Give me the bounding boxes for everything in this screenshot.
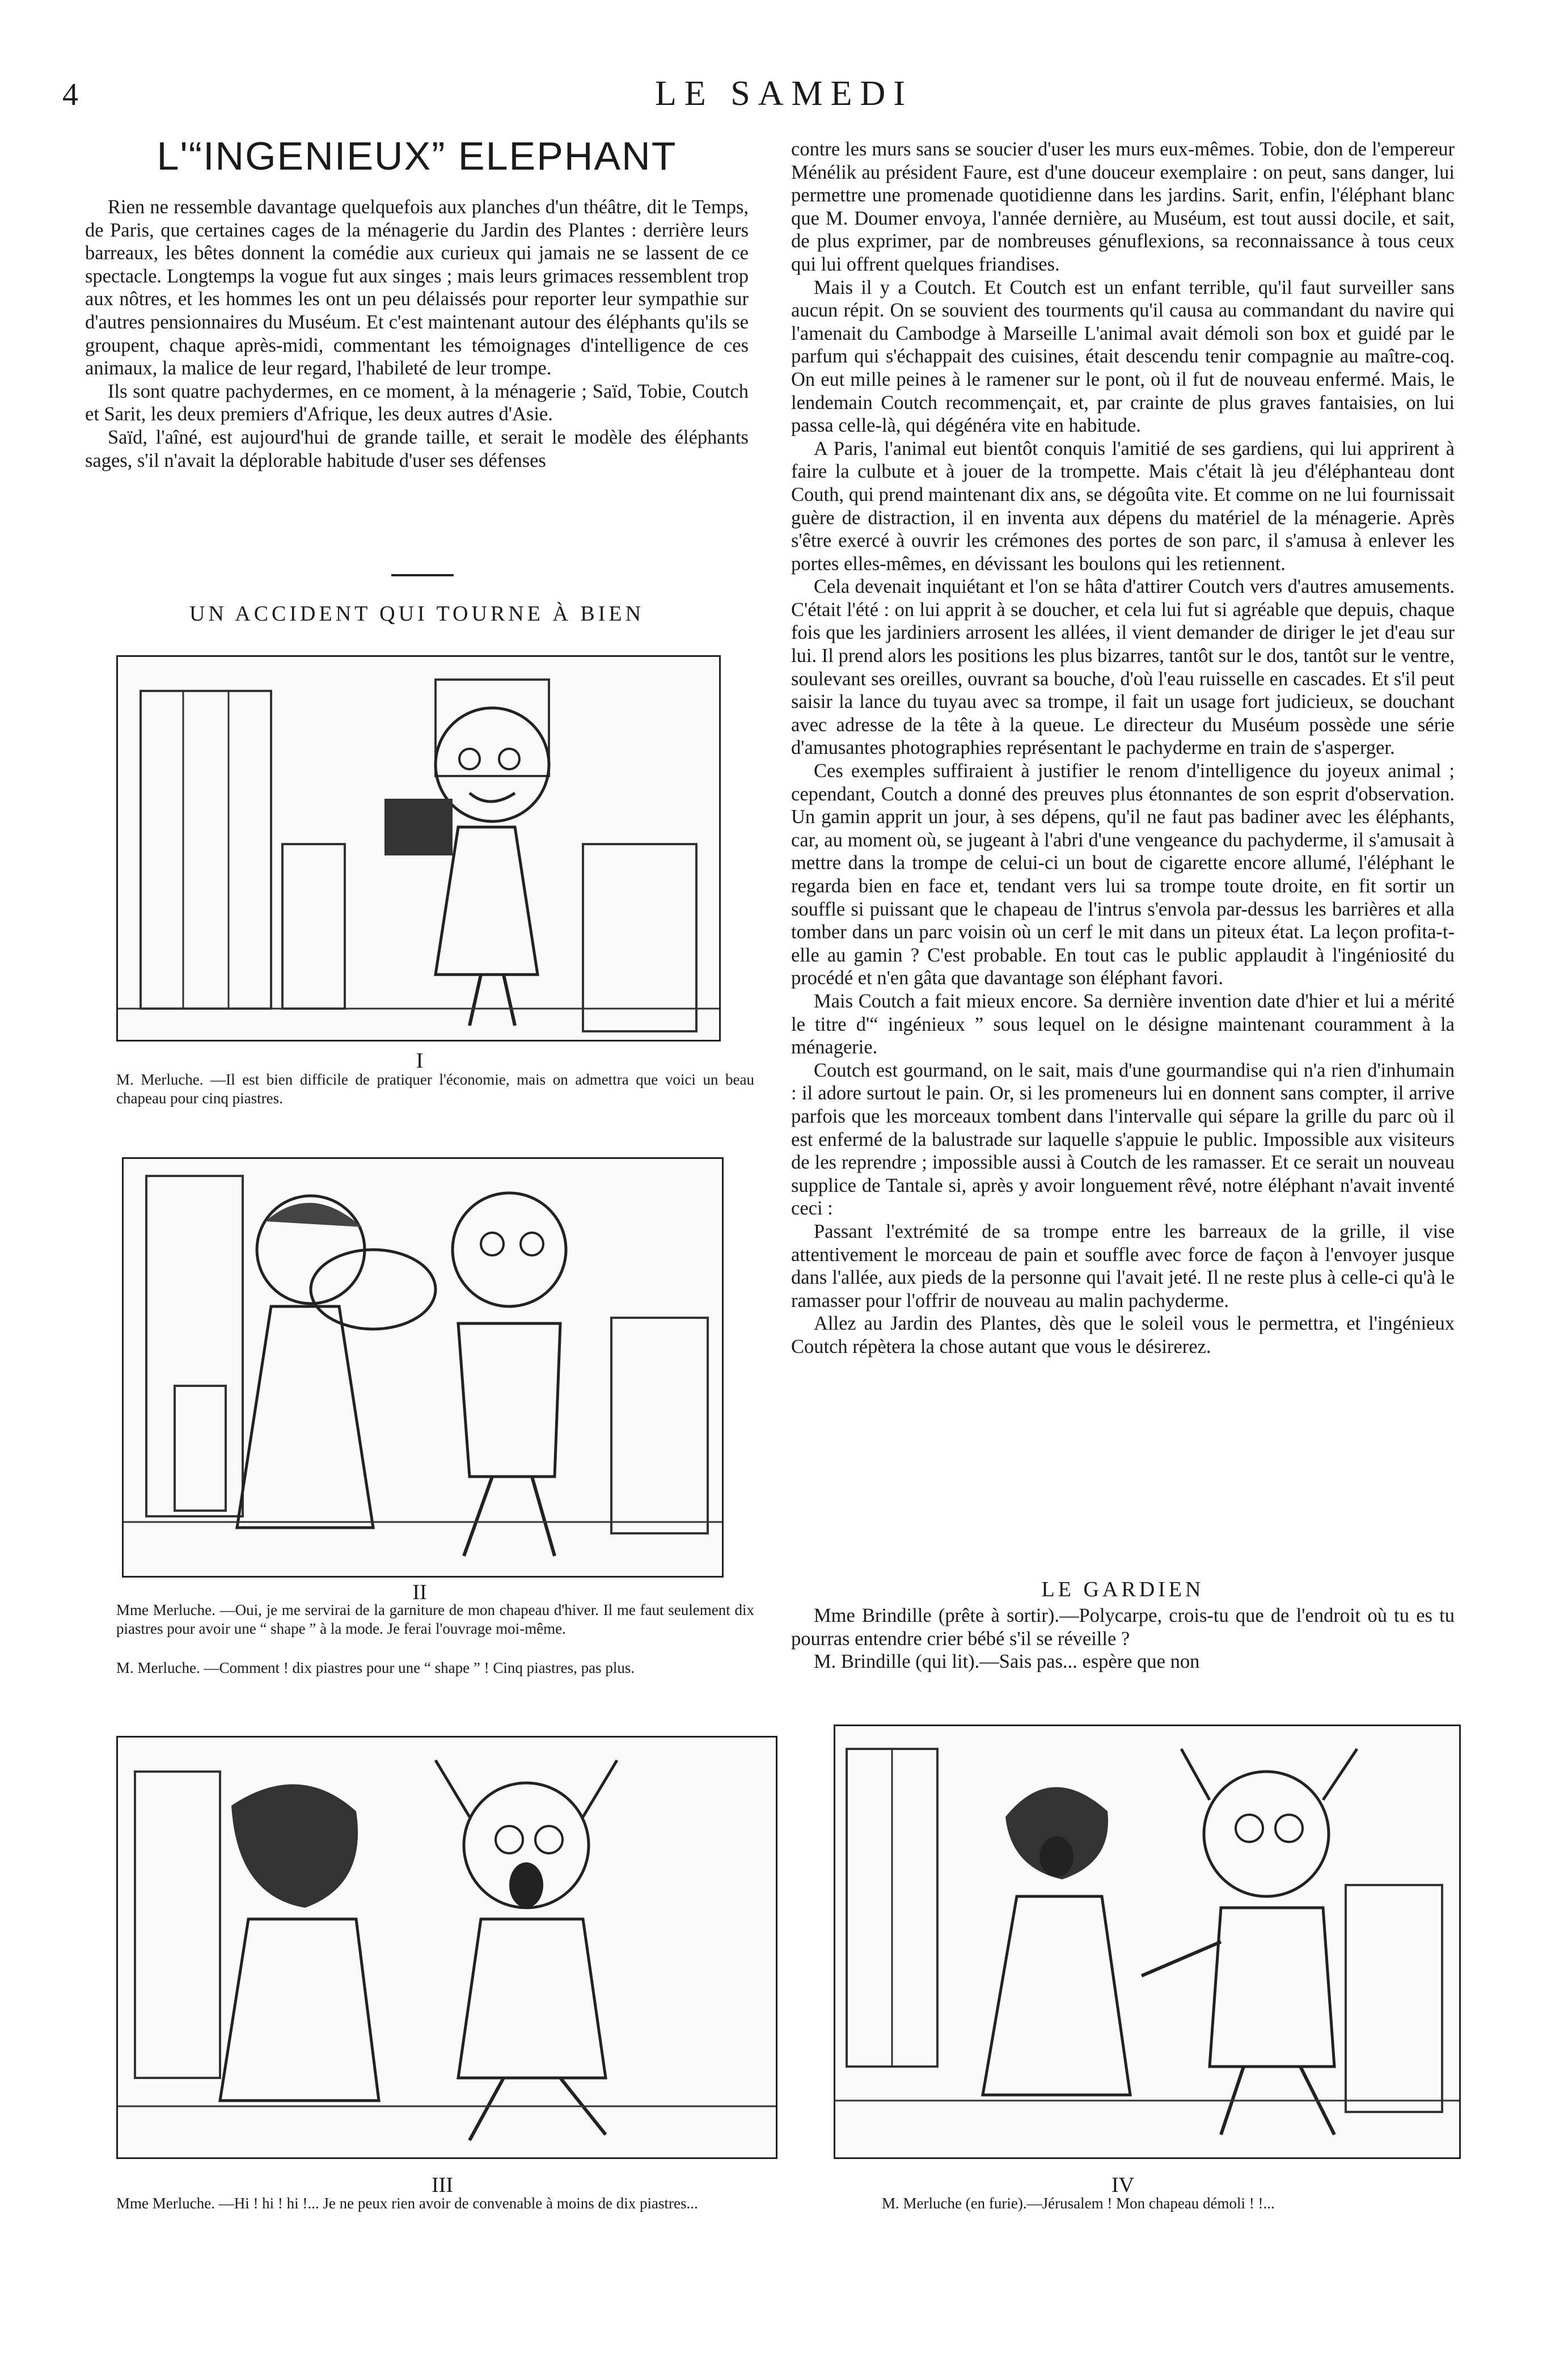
panel-caption: M. Merluche. —Il est bien difficile de pratiquer l'économie, mais on admettra que voici un beau chapeau pour cinq piastres. bbox=[116, 1071, 754, 1107]
article-paragraph: contre les murs sans se soucier d'user les murs eux-mêmes. Tobie, don de l'empereur Ménélik au président Faure, est d'une douceur exemplaire : on peut, sans danger, lui permettre une promenade quotidienne dans les jardins. Sarit, enfin, l'éléphant blanc que M. Doumer envoya, l'année dernière, au Muséum, est tout aussi docile, et sait, de plus exprimer, par de nombreuses génuflexions, sa reconnaissance à tous ceux qui lui offrent quelques friandises. bbox=[791, 138, 1455, 275]
gardien-line: M. Brindille (qui lit).—Sais pas... espère que non bbox=[814, 1651, 1200, 1673]
article-paragraph: Mais il y a Coutch. Et Coutch est un enfant terrible, qu'il faut surveiller sans aucun répit. On se souvient des tourments qu'il causa au commandant du navire qui l'amenait du Cambodge à Marseille L'animal avait démoli son box et guidé par le parfum qui s'échappait des cuisines, était descendu tenir compagnie au maître-coq. On eut mille peines à le ramener sur le pont, où il fut de nouveau enfermé. Mais, le lendemain Coutch recommençait, et, par crainte de plus graves fantaisies, on lui passa celle-là, qui dégénéra vite en habitude. bbox=[791, 276, 1455, 437]
panel-numeral: IV bbox=[1111, 2173, 1135, 2197]
article-paragraph: Mais Coutch a fait mieux encore. Sa dernière invention date d'hier et lui a mérité le titre d'“ ingénieux ” sous lequel on le désigne maintenant couramment à la ménagerie. bbox=[791, 990, 1455, 1059]
article-paragraph: Ces exemples suffiraient à justifier le renom d'intelligence du joyeux animal ; cependant, Coutch a donné des preuves plus étonnantes de son esprit d'observation. Un gamin apprit un jour, à ses dépens, qu'il ne faut pas badiner avec les éléphants, car, au moment où, se jugeant à l'abri d'une vengeance du pachyderme, il s'amusait à mettre dans la trompe de celui-ci un bout de cigarette encore allumé, l'éléphant le regarda bien en face et, tendant vers lui sa trompe toute droite, en fit sortir un souffle si puissant que le chapeau de l'intrus s'envola par-dessus les barrières et alla tomber dans un parc voisin où un cerf le mit dans un piteux état. La leçon profita-t-elle au gamin ? C'est probable. En tout cas le public applaudit à l'ingéniosité du procédé et n'en gâta que davantage son éléphant favori. bbox=[791, 760, 1455, 989]
page-number: 4 bbox=[62, 77, 78, 112]
panel-caption: M. Merluche (en furie).—Jérusalem ! Mon chapeau démoli ! !... bbox=[882, 2195, 1275, 2212]
article-right-column bbox=[791, 138, 1455, 1358]
panel-caption: M. Merluche. —Comment ! dix piastres pour une “ shape ” ! Cinq piastres, pas plus. bbox=[116, 1659, 635, 1676]
gardien-dialogue bbox=[791, 1604, 1455, 1673]
article-paragraph: Saïd, l'aîné, est aujourd'hui de grande taille, et serait le modèle des éléphants sages, s'il n'avait la déplorable habitude d'user ses défenses bbox=[85, 426, 749, 471]
article-paragraph: A Paris, l'animal eut bientôt conquis l'amitié de ses gardiens, qui lui apprirent à faire la culbute et à jouer de la trompette. Mais c'était là jeu d'éléphanteau dont Couth, qui prend maintenant dix ans, se dégoûta vite. Et comme on ne lui fournissait guère de distraction, il en inventa aux dépens du matériel de la ménagerie. Après s'être exercé à ouvrir les crémones des portes de son parc, il s'amusa à enlever les portes elles-mêmes, en dévissant les boulons qui les retiennent. bbox=[791, 437, 1455, 575]
gardien-line: Mme Brindille (prête à sortir).—Polycarpe, crois-tu que de l'endroit où tu es tu pourras entendre crier bébé s'il se réveille ? bbox=[791, 1605, 1455, 1650]
comic-panel-2-illustration bbox=[122, 1157, 724, 1578]
article-paragraph: Coutch est gourmand, on le sait, mais d'une gourmandise qui n'a rien d'inhumain : il adore surtout le pain. Or, si les promeneurs lui en donnent sans compter, il arrive parfois que les morceaux tombent dans l'intervalle qui sépare la grille du parc où il est enfermé de la balustrade sur laquelle s'appuie le public. Impossible aux visiteurs de les reprendre ; impossible aussi à Coutch de les ramasser. Et ce serait un nouveau supplice de Tantale si, après y avoir longuement rêvé, notre éléphant n'avait inventé ceci : bbox=[791, 1059, 1455, 1220]
panel-numeral: III bbox=[432, 2173, 453, 2197]
article-title: L'“INGENIEUX” ELEPHANT bbox=[157, 134, 677, 178]
article-paragraph: Cela devenait inquiétant et l'on se hâta d'attirer Coutch vers d'autres amusements. C'était l'été : on lui apprit à se doucher, et cela lui fut si agréable que depuis, chaque fois que les jardiniers arrosent les allées, il vient demander de diriger le jet d'eau sur lui. Il prend alors les positions les plus bizarres, tantôt sur le dos, tantôt sur le ventre, soulevant ses oreilles, ouvrant sa bouche, d'où l'eau ruisselle en cascades. Et s'il peut saisir la lance du tuyau avec sa trompe, il fait un usage fort judicieux, se douchant avec adresse de la tête à la queue. Le directeur du Muséum possède une série d'amusantes photographies représentant le pachyderme en train de s'asperger. bbox=[791, 576, 1455, 759]
panel-caption: Mme Merluche. —Hi ! hi ! hi !... Je ne peux rien avoir de convenable à moins de dix piastres... bbox=[116, 2195, 698, 2212]
article-left-column bbox=[85, 196, 749, 472]
masthead: LE SAMEDI bbox=[655, 74, 913, 113]
comic-title: UN ACCIDENT QUI TOURNE À BIEN bbox=[189, 602, 645, 626]
article-paragraph: Rien ne ressemble davantage quelquefois aux planches d'un théâtre, dit le Temps, de Paris, que certaines cages de la ménagerie du Jardin des Plantes : derrière leurs barreaux, les bêtes donnent la comédie aux curieux qui jamais ne se lassent de ce spectacle. Longtemps la vogue fut aux singes ; mais leurs grimaces ressemblent trop aux nôtres, et les hommes les ont un peu délaissés pour reporter leur sympathie sur d'autres pensionnaires du Muséum. Et c'est maintenant autour des éléphants qu'ils se groupent, chaque après-midi, commentant les témoignages d'intelligence de ces animaux, la malice de leur regard, l'habileté de leur trompe. bbox=[85, 196, 749, 380]
article-paragraph: Allez au Jardin des Plantes, dès que le soleil vous le permettra, et l'ingénieux Coutch répètera la chose autant que vous le désirerez. bbox=[791, 1313, 1455, 1357]
section-divider bbox=[391, 574, 454, 576]
comic-panel-4-illustration bbox=[834, 1724, 1461, 2159]
panel-numeral: II bbox=[412, 1580, 427, 1604]
article-paragraph: Passant l'extrémité de sa trompe entre les barreaux de la grille, il vise attentivement le morceau de pain et souffle avec force de façon à l'envoyer jusque dans l'allée, aux pieds de la personne qui l'avait jeté. Il ne reste plus à celle-ci qu'à le ramasser pour l'offrir de nouveau au malin pachyderme. bbox=[791, 1220, 1455, 1312]
gardien-title: LE GARDIEN bbox=[1041, 1578, 1204, 1601]
article-paragraph: Ils sont quatre pachydermes, en ce moment, à la ménagerie ; Saïd, Tobie, Coutch et Sarit, les deux premiers d'Afrique, les deux autres d'Asie. bbox=[85, 380, 749, 425]
panel-numeral: I bbox=[416, 1049, 424, 1073]
panel-caption: Mme Merluche. —Oui, je me servirai de la garniture de mon chapeau d'hiver. Il me faut seulement dix piastres pour avoir une “ shape ” à la mode. Je ferai l'ouvrage moi-même. bbox=[116, 1601, 754, 1637]
comic-panel-3-illustration bbox=[116, 1736, 777, 2159]
comic-panel-1-illustration bbox=[116, 655, 721, 1042]
